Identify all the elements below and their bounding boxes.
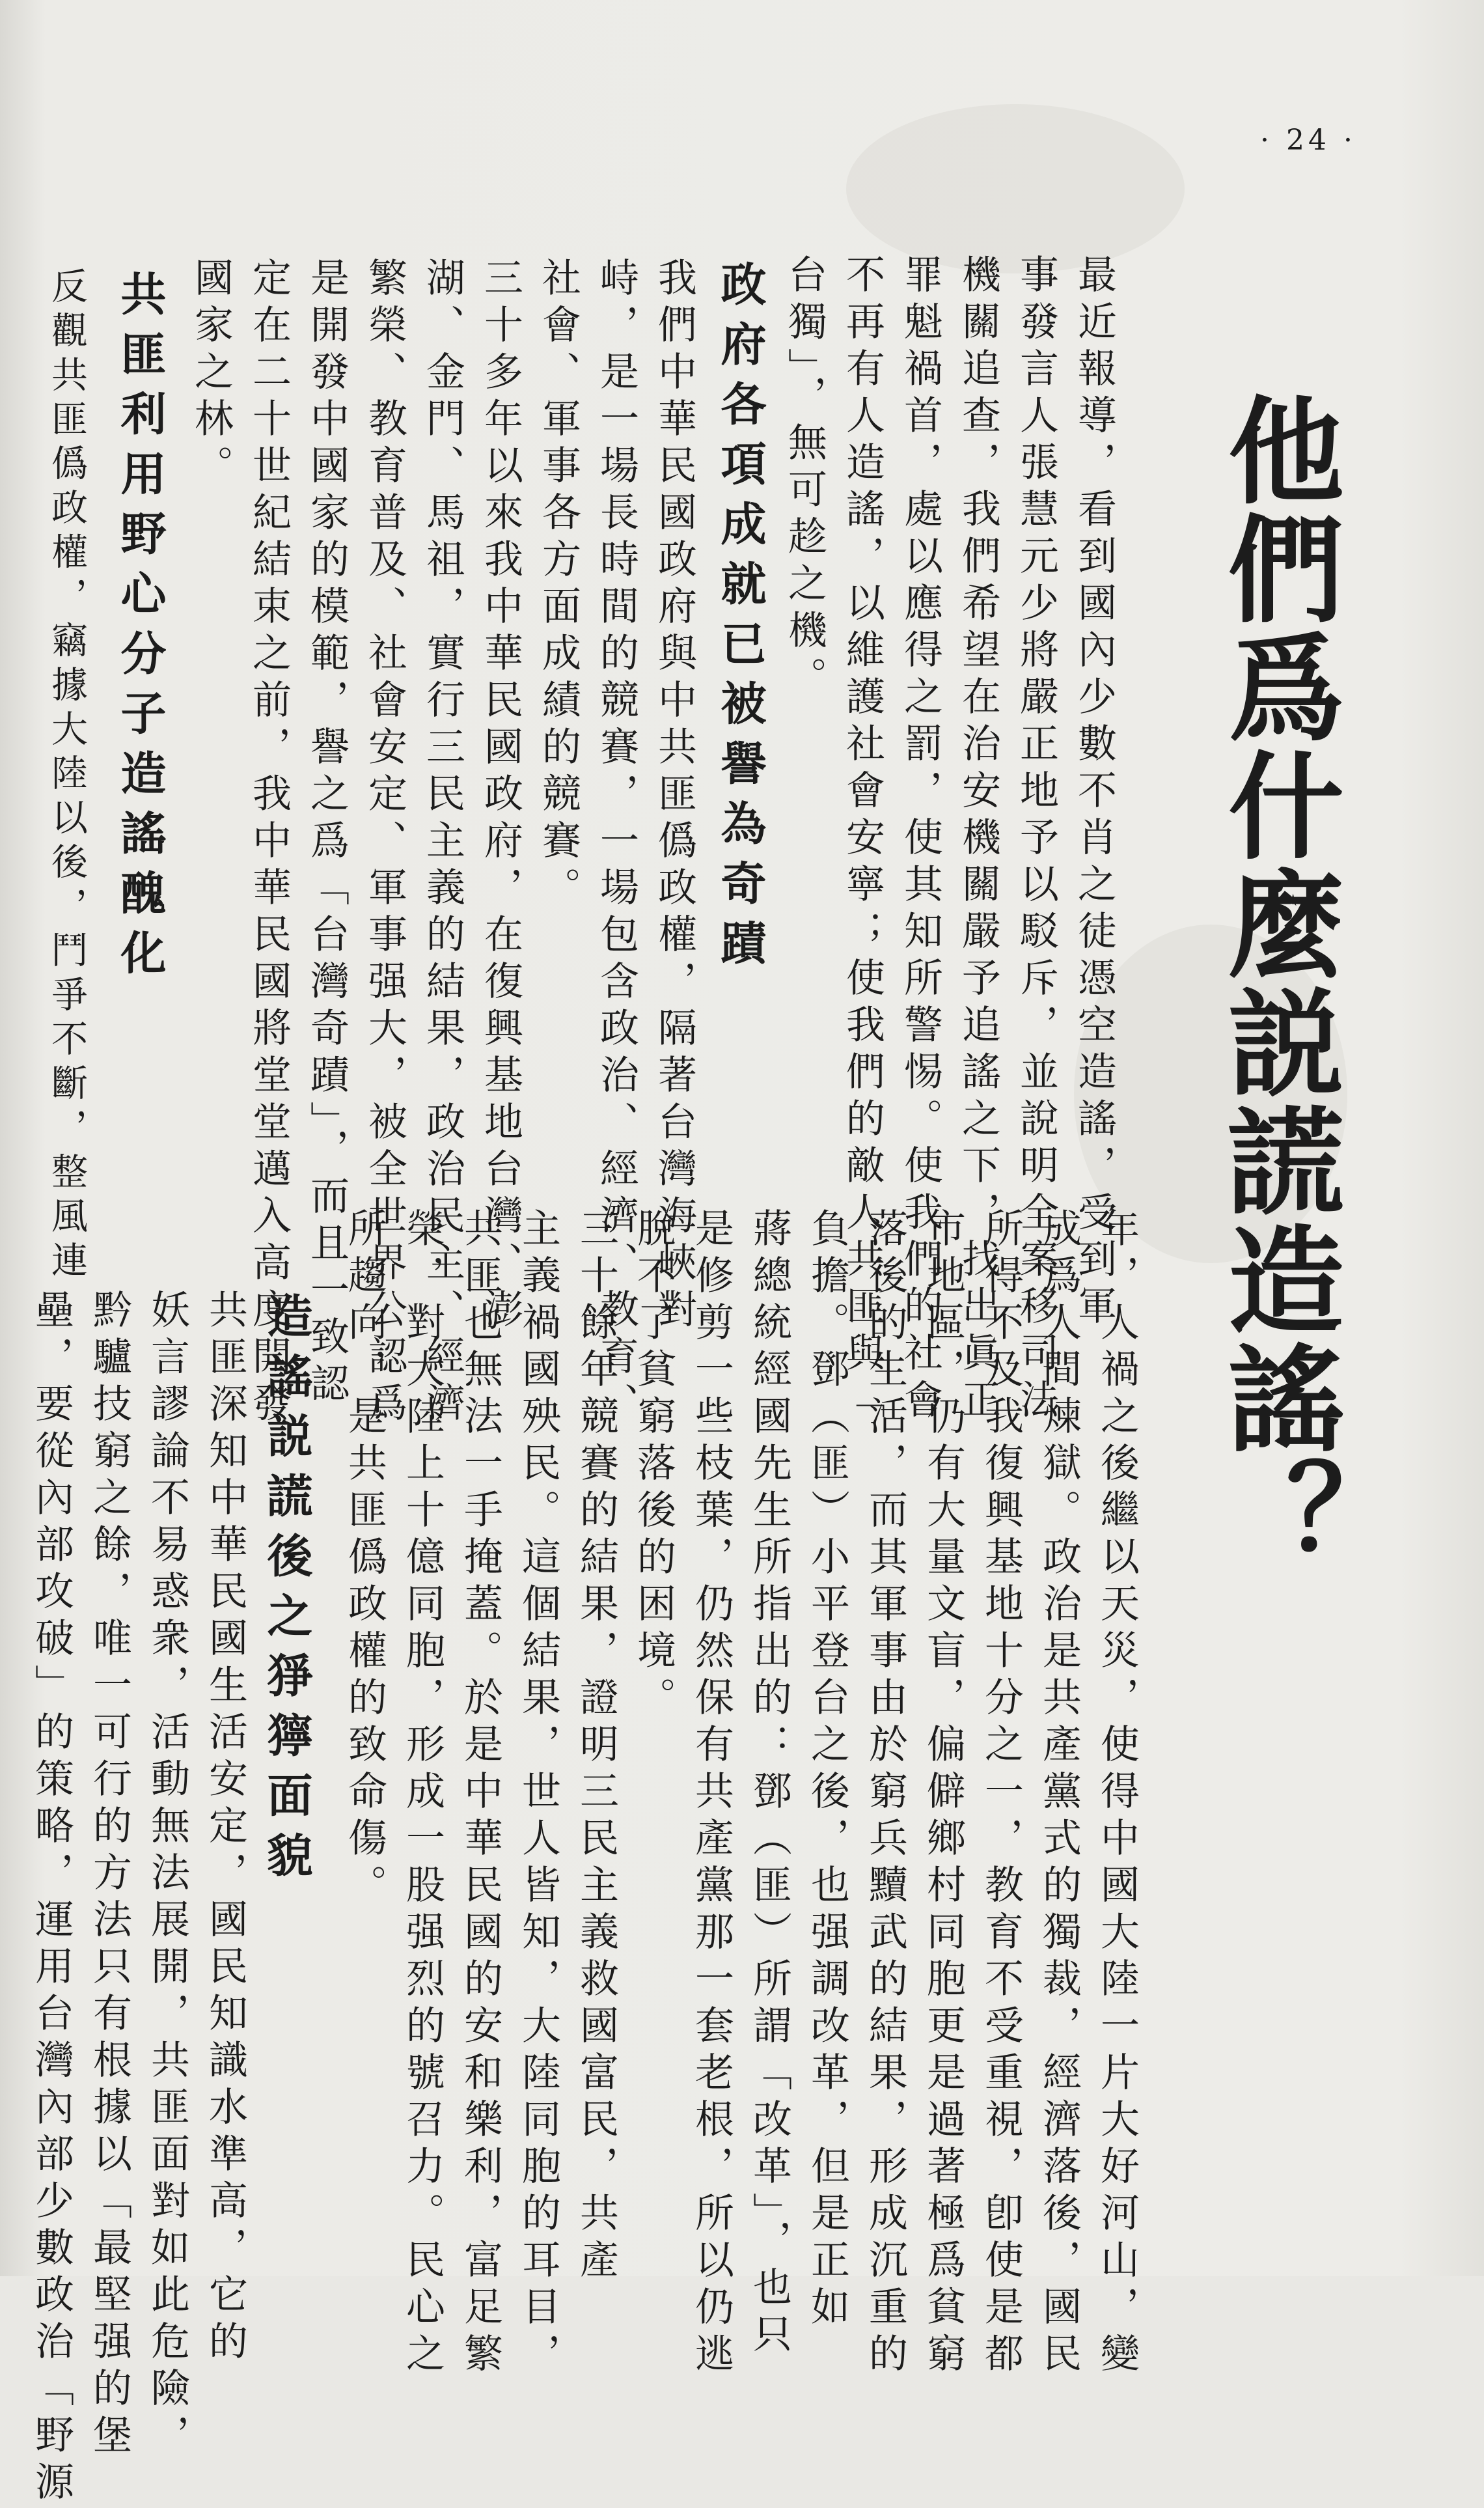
- rumors-paragraph: 反觀共匪僞政權，竊據大陸以後，鬥爭不斷，整風連: [46, 267, 88, 1285]
- mainland-paragraph: 年，人禍之後繼以天災，使得中國大陸一片大好河山，變 成爲人間煉獄。政治是共產黨式的獨裁，經濟落後，國民 所得不及我復興基地十分之一，教育不受重視，卽使是都 市地區，仍有大量文盲，偏僻鄉村同胞更是過著極爲貧窮 落後的生活，而其軍事由於窮兵黷武的結果，形成沉重的 負擔。鄧（匪）小平登台之後，也强調改革，但是正如 蔣總統經國先生所指出的：鄧（匪）所謂「改革」，也只 是修剪一些枝葉，仍然保有共產黨那一套老根，所以仍逃 脫不了貧窮落後的困境。: [631, 1208, 1140, 2380]
- achievements-paragraph: 我們中華民國政府與中共匪僞政權，隔著台灣海峽對 峙，是一場長時間的競賽，一場包含政治、經濟、教育、 社會、軍事各方面成績的競賽。 三十多年以來我中華民國政府，在復興基地台灣、澎 湖、金門、馬祖，實行三民主義的結果，政治民主、經濟 繁榮、教育普及、社會安定、軍事强大，被全世界公認爲 是開發中國家的模範，譽之爲「台灣奇蹟」，而且一致認 定在二十世紀結束之前，我中華民國將堂堂邁入高度開發 國家之林。: [188, 257, 697, 1429]
- ugly-face-paragraph: 共匪深知中華民國生活安定，國民知識水準高，它的 妖言謬論不易惑衆，活動無法展開，共匪面對如此危險， 黔驢技窮之餘，唯一可行的方法只有根據以「最堅强的堡 壘，要從內部攻破」的策略，運用台灣內部少數政治「野源: [29, 1289, 248, 2508]
- bleed-through-shadow: [846, 104, 1185, 273]
- page-number: · 24 ·: [1260, 124, 1356, 157]
- section-heading-rumors: 共匪利用野心分子造謠醜化: [113, 270, 167, 989]
- competition-result-paragraph: 三十餘年競賽的結果，證明三民主義救國富民，共產 主義禍國殃民。這個結果，世人皆知，大陸同胞的耳目， 共匪也無法一手掩蓋。於是中華民國的安和樂利，富足繁 榮，對大陸上十億同胞，形成一股强烈的號召力。民心之 所趨向，是共匪僞政權的致命傷。: [342, 1208, 619, 2380]
- section-heading-achievements: 政府各項成就已被譽為奇蹟: [713, 260, 767, 979]
- intro-paragraph: 最近報導，看到國內少數不肖之徒憑空造謠，受到軍 事發言人張慧元少將嚴正地予以駁斥，並說明全案移司法 機關追查，我們希望在治安機關嚴予追謠之下，找出眞正 罪魁禍首，處以應得之罰，使其知所警惕。使我們的社會 不再有人造謠，以維護社會安寧；使我們的敵人共匪與「 台獨」，無可趁之機。: [782, 254, 1117, 1426]
- article-title: 他們爲什麼説謊造謠？: [1209, 391, 1343, 1576]
- section-heading-ugly-face: 造謠説謊後之猙獰面貌: [260, 1292, 313, 1891]
